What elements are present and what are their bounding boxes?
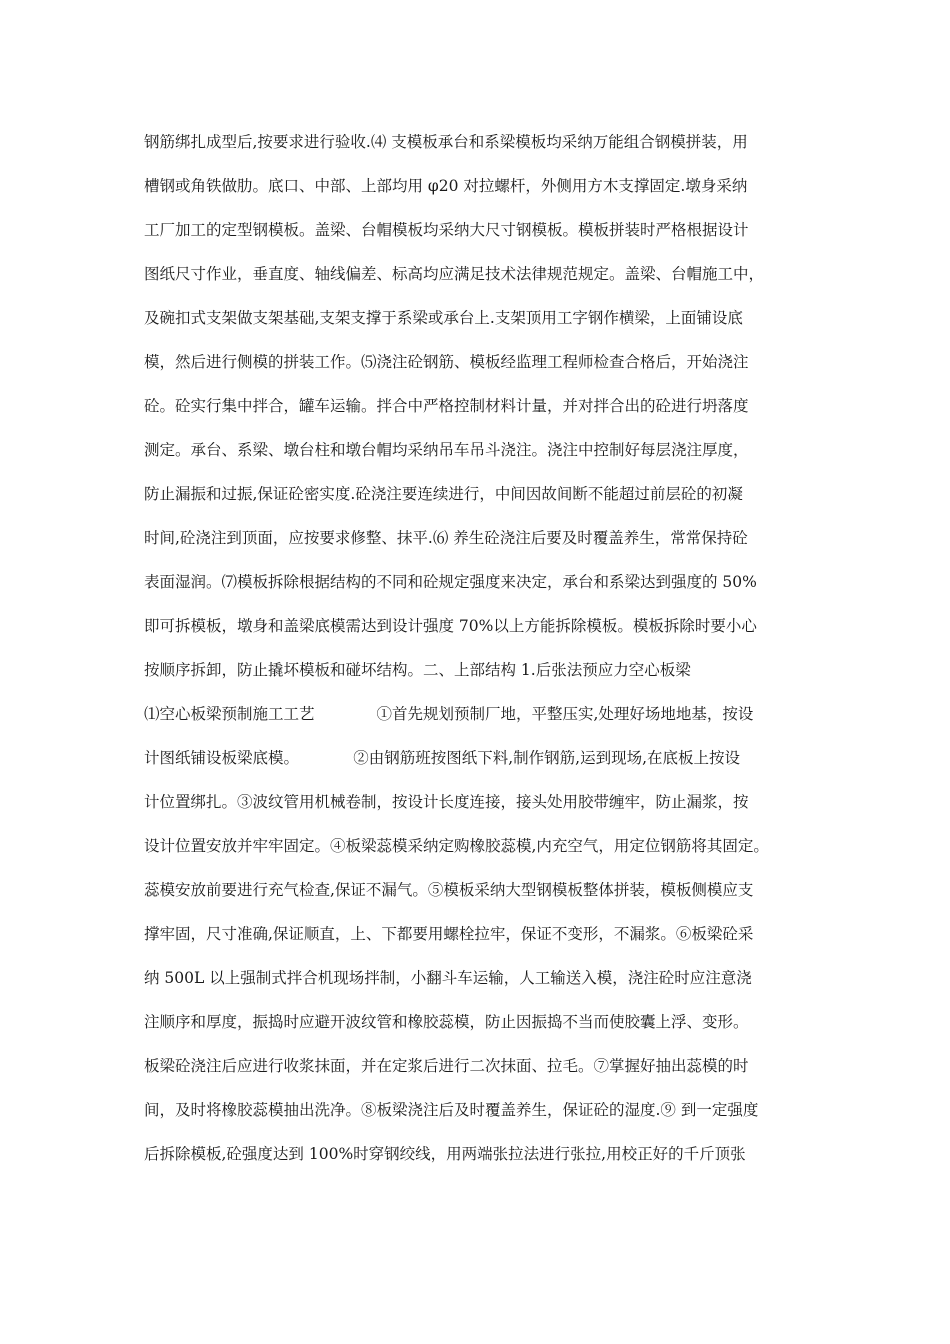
text-line: 模，然后进行侧模的拼装工作。⑸浇注砼钢筋、模板经监理工程师检查合格后，开始浇注	[144, 353, 749, 371]
text-line: 按顺序拆卸，防止撬坏模板和碰坏结构。二、上部结构 1.后张法预应力空心板梁	[144, 661, 691, 679]
text-line: 测定。承台、系梁、墩台柱和墩台帽均采纳吊车吊斗浇注。浇注中控制好每层浇注厚度，	[144, 441, 749, 459]
body-text	[144, 120, 824, 1176]
text-line: 板梁砼浇注后应进行收浆抹面，并在定浆后进行二次抹面、拉毛。⑦掌握好抽出蕊模的时	[144, 1057, 749, 1075]
text-line: 后拆除模板,砼强度达到 100%时穿钢绞线，用两端张拉法进行张拉,用校正好的千斤顶张	[144, 1145, 746, 1163]
text-line: 注顺序和厚度，振捣时应避开波纹管和橡胶蕊模，防止因振捣不当而使胶囊上浮、变形。	[144, 1013, 749, 1031]
text-line: 时间,砼浇注到顶面，应按要求修整、抹平.⑹ 养生砼浇注后要及时覆盖养生，常常保持砼	[144, 529, 748, 547]
text-line: 及碗扣式支架做支架基础,支架支撑于系梁或承台上.支架顶用工字钢作横梁，上面铺设底	[144, 309, 743, 327]
text-line: 设计位置安放并牢牢固定。④板梁蕊模采纳定购橡胶蕊模,内充空气，用定位钢筋将其固定。	[144, 837, 769, 855]
text-line: 图纸尺寸作业，垂直度、轴线偏差、标高均应满足技术法律规范规定。盖梁、台帽施工中，	[144, 265, 765, 283]
text-line: 间，及时将橡胶蕊模抽出洗净。⑧板梁浇注后及时覆盖养生，保证砼的湿度.⑨ 到一定强度	[144, 1101, 759, 1119]
text-line: 工厂加工的定型钢模板。盖梁、台帽模板均采纳大尺寸钢模板。模板拼装时严格根据设计	[144, 221, 749, 239]
text-line: 即可拆模板，墩身和盖梁底模需达到设计强度 70%以上方能拆除模板。模板拆除时要小心	[144, 617, 757, 635]
text-line: 防止漏振和过振,保证砼密实度.砼浇注要连续进行，中间因故间断不能超过前层砼的初凝	[144, 485, 743, 503]
text-line: 钢筋绑扎成型后,按要求进行验收.⑷ 支模板承台和系梁模板均采纳万能组合钢模拼装，用	[144, 133, 748, 151]
text-line: 撑牢固，尺寸准确,保证顺直，上、下都要用螺栓拉牢，保证不变形，不漏浆。⑥板梁砼采	[144, 925, 754, 943]
text-line: 砼。砼实行集中拌合，罐车运输。拌合中严格控制材料计量，并对拌合出的砼进行坍落度	[144, 397, 749, 415]
text-line: 槽钢或角铁做肋。底口、中部、上部均用 φ20 对拉螺杆，外侧用方木支撑固定.墩身采纳	[144, 177, 748, 195]
text-line: 计图纸铺设板梁底模。 ②由钢筋班按图纸下料,制作钢筋,运到现场,在底板上按设	[144, 749, 741, 767]
text-line: ⑴空心板梁预制施工工艺 ①首先规划预制厂地，平整压实,处理好场地地基，按设	[144, 705, 754, 723]
text-line: 纳 500L 以上强制式拌合机现场拌制，小翻斗车运输，人工输送入模，浇注砼时应注意浇	[144, 969, 752, 987]
text-line: 表面湿润。⑺模板拆除根据结构的不同和砼规定强度来决定，承台和系梁达到强度的 50%	[144, 573, 757, 591]
text-line: 计位置绑扎。③波纹管用机械卷制，按设计长度连接，接头处用胶带缠牢，防止漏浆，按	[144, 793, 749, 811]
text-line: 蕊模安放前要进行充气检查,保证不漏气。⑤模板采纳大型钢模板整体拼装，模板侧模应支	[144, 881, 754, 899]
